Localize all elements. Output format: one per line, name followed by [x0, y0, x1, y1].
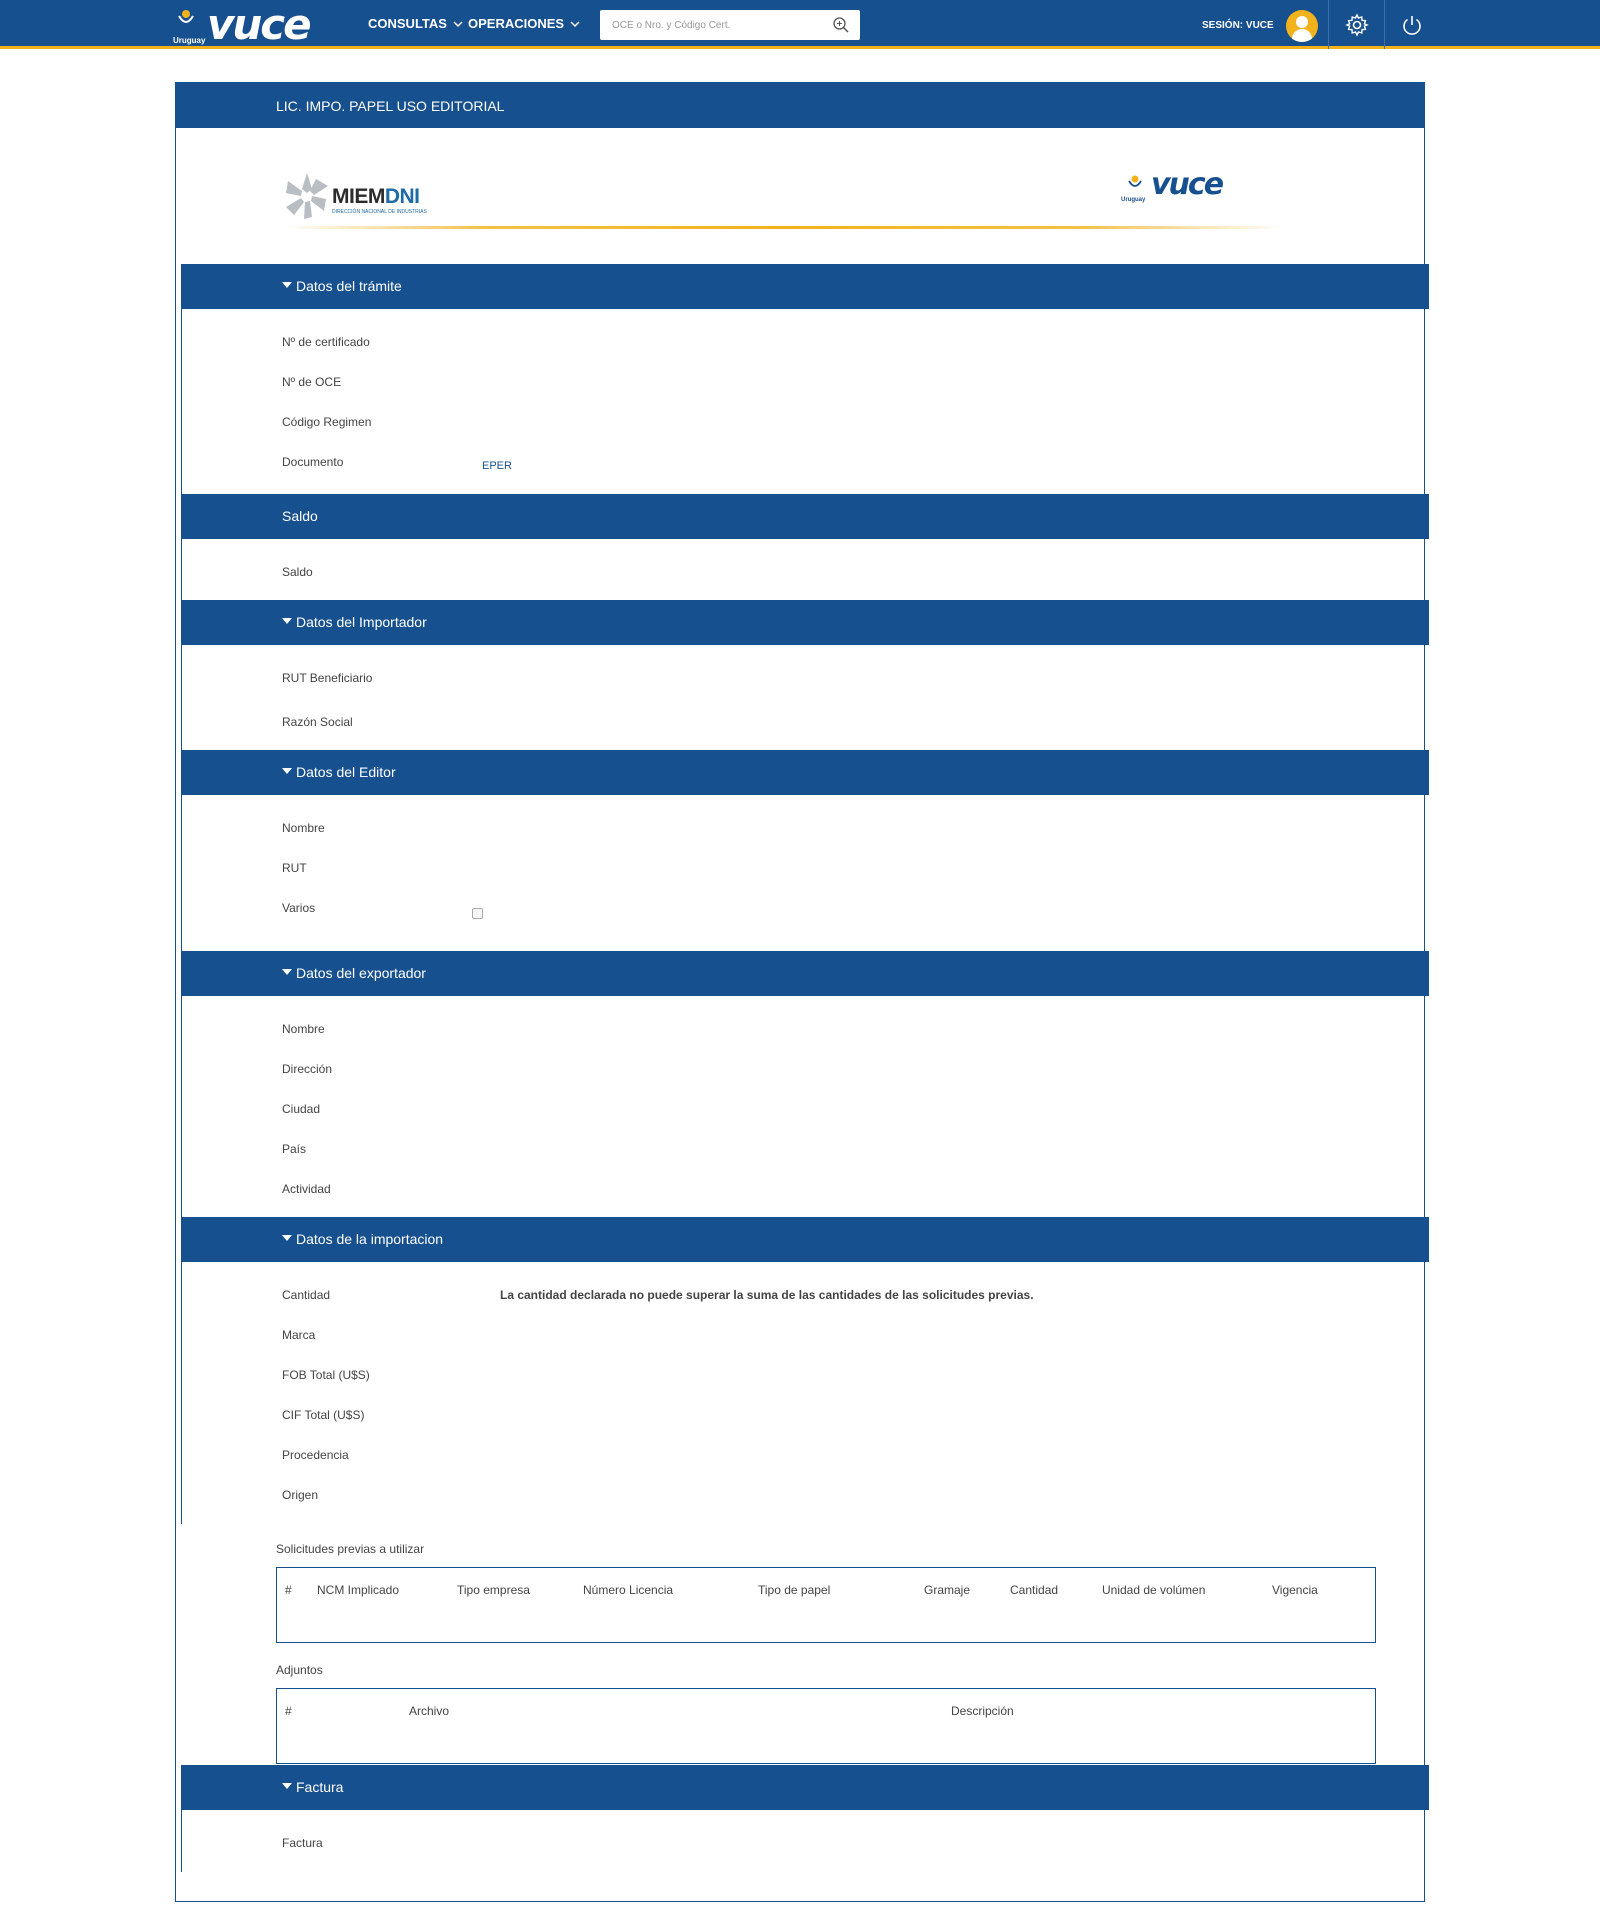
uruguay-sun-icon — [177, 8, 195, 32]
vuce-secondary-logo — [1121, 167, 1251, 211]
table-header: Tipo de papel — [758, 1583, 831, 1597]
power-icon[interactable] — [1400, 13, 1424, 37]
field-label-cantidad: Cantidad — [282, 1288, 331, 1302]
field-label-direccion: Dirección — [282, 1062, 333, 1076]
section-title: Factura — [296, 1779, 344, 1795]
card-title: LIC. IMPO. PAPEL USO EDITORIAL — [276, 98, 505, 114]
field-label-varios: Varios — [282, 901, 316, 915]
nav-consultas-label: CONSULTAS — [368, 16, 447, 31]
miem-logo-text: MIEMDNI — [332, 185, 420, 208]
vuce-secondary-country: Uruguay — [1121, 197, 1146, 203]
field-label-codigo-regimen: Código Regimen — [282, 415, 372, 429]
field-label-fob-total: FOB Total (U$S) — [282, 1368, 370, 1382]
table-header: Gramaje — [924, 1583, 971, 1597]
decorative-divider — [284, 226, 1284, 229]
section-header-editor[interactable] — [181, 750, 1429, 795]
section-title: Datos de la importacion — [296, 1231, 444, 1247]
field-label-procedencia: Procedencia — [282, 1448, 349, 1462]
table-header: # — [285, 1583, 292, 1597]
table-header: Vigencia — [1272, 1583, 1318, 1597]
caret-down-icon — [282, 1783, 292, 1789]
table-header: Tipo empresa — [457, 1583, 530, 1597]
section-border — [181, 645, 182, 750]
section-title: Datos del Editor — [296, 764, 396, 780]
section-border — [181, 539, 182, 600]
field-label-actividad: Actividad — [282, 1182, 331, 1196]
logo-country-label: Uruguay — [173, 36, 206, 45]
logo-wordmark: vuce — [207, 0, 310, 49]
search-box — [600, 10, 860, 40]
field-label-editor-nombre: Nombre — [282, 821, 325, 835]
nav-consultas[interactable] — [368, 16, 463, 31]
gear-icon[interactable] — [1345, 13, 1369, 37]
chevron-down-icon — [570, 20, 580, 28]
miem-logo-subtitle: DIRECCIÓN NACIONAL DE INDUSTRIAS — [332, 209, 427, 215]
chevron-down-icon — [453, 20, 463, 28]
caret-down-icon — [282, 969, 292, 975]
section-header-factura[interactable] — [181, 1765, 1429, 1810]
section-border — [181, 996, 182, 1217]
caret-down-icon — [282, 1235, 292, 1241]
miem-star-icon — [284, 171, 330, 221]
caret-down-icon — [282, 282, 292, 288]
field-label-marca: Marca — [282, 1328, 316, 1342]
section-title: Datos del exportador — [296, 965, 426, 981]
section-title: Datos del trámite — [296, 278, 402, 294]
miem-dni-logo — [284, 171, 444, 223]
table-header: NCM Implicado — [317, 1583, 400, 1597]
vuce-logo[interactable] — [173, 0, 318, 49]
table-header: Número Licencia — [583, 1583, 674, 1597]
solicitudes-previas-table — [276, 1567, 1376, 1643]
varios-checkbox[interactable] — [472, 908, 483, 919]
search-icon[interactable] — [832, 16, 850, 34]
field-label-pais: País — [282, 1142, 307, 1156]
nav-operaciones[interactable] — [468, 16, 580, 31]
caret-down-icon — [282, 768, 292, 774]
field-label-documento: Documento — [282, 455, 344, 469]
field-label-factura: Factura — [282, 1836, 323, 1850]
section-border — [181, 309, 182, 494]
section-header-exportador[interactable] — [181, 951, 1429, 996]
section-header-importador[interactable] — [181, 600, 1429, 645]
field-label-origen: Origen — [282, 1488, 319, 1502]
nav-operaciones-label: OPERACIONES — [468, 16, 565, 31]
toolbar-divider — [1384, 0, 1385, 49]
table-header: Unidad de volúmen — [1102, 1583, 1206, 1597]
solicitudes-previas-label: Solicitudes previas a utilizar — [276, 1542, 425, 1556]
field-label-razon-social: Razón Social — [282, 715, 353, 729]
section-title: Saldo — [282, 508, 318, 524]
field-label-ciudad: Ciudad — [282, 1102, 321, 1116]
section-border — [181, 1810, 182, 1872]
field-label-saldo: Saldo — [282, 565, 313, 579]
adjuntos-label: Adjuntos — [276, 1663, 323, 1677]
adjuntos-table — [276, 1688, 1376, 1764]
field-label-rut-beneficiario: RUT Beneficiario — [282, 671, 373, 685]
vuce-secondary-wordmark: vuce — [1151, 167, 1223, 202]
section-border — [181, 795, 182, 951]
caret-down-icon — [282, 618, 292, 624]
table-header: Archivo — [409, 1704, 450, 1718]
table-header: Cantidad — [1010, 1583, 1059, 1597]
toolbar-divider — [1328, 0, 1329, 49]
field-label-oce: Nº de OCE — [282, 375, 342, 389]
card-header — [176, 83, 1424, 128]
section-header-saldo — [181, 494, 1429, 539]
section-header-importacion[interactable] — [181, 1217, 1429, 1262]
top-navigation-bar — [0, 0, 1600, 49]
documento-link[interactable]: EPER — [482, 460, 512, 472]
section-title: Datos del Importador — [296, 614, 427, 630]
table-header: Descripción — [951, 1704, 1014, 1718]
user-avatar-icon[interactable] — [1286, 10, 1318, 42]
session-label: SESIÓN: VUCE — [1202, 20, 1274, 31]
section-border — [181, 1262, 182, 1524]
section-header-tramite[interactable] — [181, 264, 1429, 309]
table-header: # — [285, 1704, 292, 1718]
field-label-editor-rut: RUT — [282, 861, 307, 875]
field-label-exportador-nombre: Nombre — [282, 1022, 325, 1036]
field-label-cif-total: CIF Total (U$S) — [282, 1408, 365, 1422]
uruguay-sun-icon — [1127, 173, 1143, 195]
cantidad-warning: La cantidad declarada no puede superar la suma de las cantidades de las solicitudes previas. — [500, 1288, 1034, 1302]
search-input[interactable] — [600, 10, 820, 40]
field-label-certificado: Nº de certificado — [282, 335, 370, 349]
